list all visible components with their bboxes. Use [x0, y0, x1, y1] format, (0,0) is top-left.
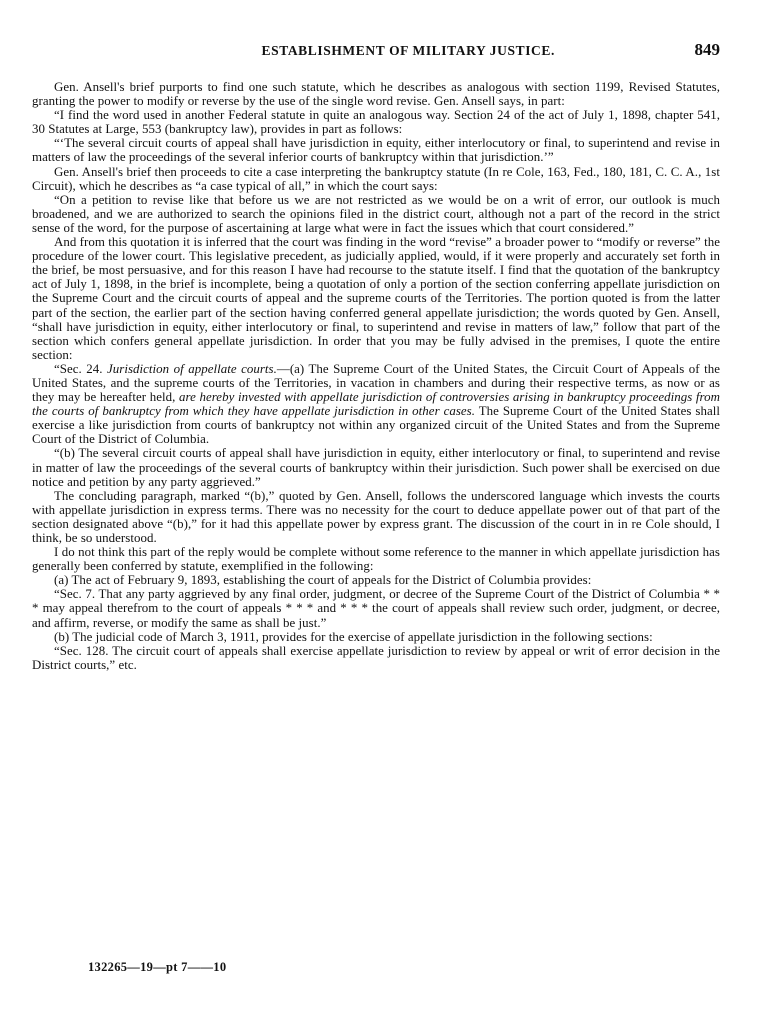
paragraph: The concluding paragraph, marked “(b),” quoted by Gen. Ansell, follows the underscored language which invests the courts with appellate jurisdiction in express terms. There was no necessity for the court to deduce appellate power out of that part of the section designated above “(b),” for it had this appellate power by express grant. The discussion of the court in in re Cole should, I think, be so understood. [32, 488, 720, 545]
paragraph: “(b) The several circuit courts of appeal shall have jurisdiction in equity, either interlocutory or final, to superintend and revise in matter of law the proceedings of the several courts of bankruptcy within their jurisdiction. Such power shall be exercised on due notice and petition by any party aggrieved.” [32, 446, 720, 489]
sec24-mid: —(a) The Supreme Court of the United States, the Circuit Court of Appeals of the United States, and the supreme courts of the Territories, in vacation in chambers and during their respective terms, as now or as they may be hereafter held, [32, 361, 720, 405]
paragraph: And from this quotation it is inferred that the court was finding in the word “revise” a broader power to “modify or reverse” the procedure of the lower court. This legislative precedent, as judicially applied, would, if it were properly and accurately set forth in the brief, be most persuasive, and for this reason I have had recourse to the statute itself. I find that the quotation of the bankruptcy act of July 1, 1898, in the brief is incomplete, being a quotation of only a portion of the section conferring appellate jurisdiction on the Supreme Court and the circuit courts of appeal and the supreme courts of the Territories. The portion quoted is from the latter part of the section, the earlier part of the section having conferred general appellate jurisdiction; the words quoted by Gen. Ansell, “shall have jurisdiction in equity, either interlocutory or final, to superintend and revise in matters of law,” follow that part of the section which confers general appellate jurisdiction. In order that you may be fully advised in the premises, I quote the entire section: [32, 235, 720, 362]
running-title: ESTABLISHMENT OF MILITARY JUSTICE. [261, 43, 555, 58]
paragraph: Gen. Ansell's brief purports to find one such statute, which he describes as analogous with section 1199, Revised Statutes, granting the power to modify or reverse by the use of the single word revise. Gen. Ansell says, in part: [32, 80, 720, 109]
paragraph: “On a petition to revise like that before us we are not restricted as we would be on a writ of error, our outlook is much broadened, and we are authorized to search the opinions filed in the district court, although not a part of the record in the strict sense of the word, for the purpose of ascertaining at large what were in fact the issues which that court considered.” [32, 192, 720, 235]
paragraph: “‘The several circuit courts of appeal shall have jurisdiction in equity, either interlocutory or final, to superintend and revise in matters of law the proceedings of the several inferior courts of bankruptcy within that jurisdiction.’” [32, 136, 720, 165]
sec24-post: The Supreme Court of the United States shall exercise a like jurisdiction from courts of bankruptcy not within any organized circuit of the United States and from the Supreme Court of the District of Columbia. [32, 404, 721, 447]
print-signature: 132265—19—pt 7——10 [88, 960, 227, 974]
paragraph: “Sec. 7. That any party aggrieved by any final order, judgment, or decree of the Supreme Court of the District of Columbia * * * may appeal therefrom to the court of appeals * * * and * * * the court of appeals shall review such order, judgment, or decree, and affirm, reverse, or modify the same as shall be just.” [32, 587, 720, 630]
paragraph: (b) The judicial code of March 3, 1911, provides for the exercise of appellate jurisdiction in the following sections: [54, 629, 653, 644]
paragraph: “Sec. 128. The circuit court of appeals shall exercise appellate jurisdiction to review by appeal or writ of error decision in the District courts,” etc. [32, 643, 720, 672]
section-24-quote [32, 362, 720, 447]
sec24-italic-passage: are hereby invested with appellate jurisdiction of controversies arising in bankruptcy proceedings from the courts of bankruptcy from which they have appellate jurisdiction in other cases. [32, 390, 720, 419]
sec24-pre: “Sec. 24. [54, 361, 107, 376]
paragraph: I do not think this part of the reply would be complete without some reference to the manner in which appellate jurisdiction has generally been conferred by statute, exemplified in the following: [32, 545, 720, 574]
sec24-heading: Jurisdiction of appellate courts. [106, 361, 277, 376]
paragraph: Gen. Ansell's brief then proceeds to cite a case interpreting the bankruptcy statute (In re Cole, 163, Fed., 180, 181, C. C. A., 1st Circuit), which he describes as “a case typical of all,” in which the court says: [32, 164, 720, 193]
paragraph: (a) The act of February 9, 1893, establishing the court of appeals for the District of Columbia provides: [54, 573, 592, 588]
paragraph: “I find the word used in another Federal statute in quite an analogous way. Section 24 of the act of July 1, 1898, chapter 541, 30 Statutes at Large, 553 (bankruptcy law), provides in part as follows: [32, 108, 720, 137]
page-number: 849 [694, 40, 720, 59]
running-header [32, 40, 720, 66]
document-body [32, 80, 720, 672]
